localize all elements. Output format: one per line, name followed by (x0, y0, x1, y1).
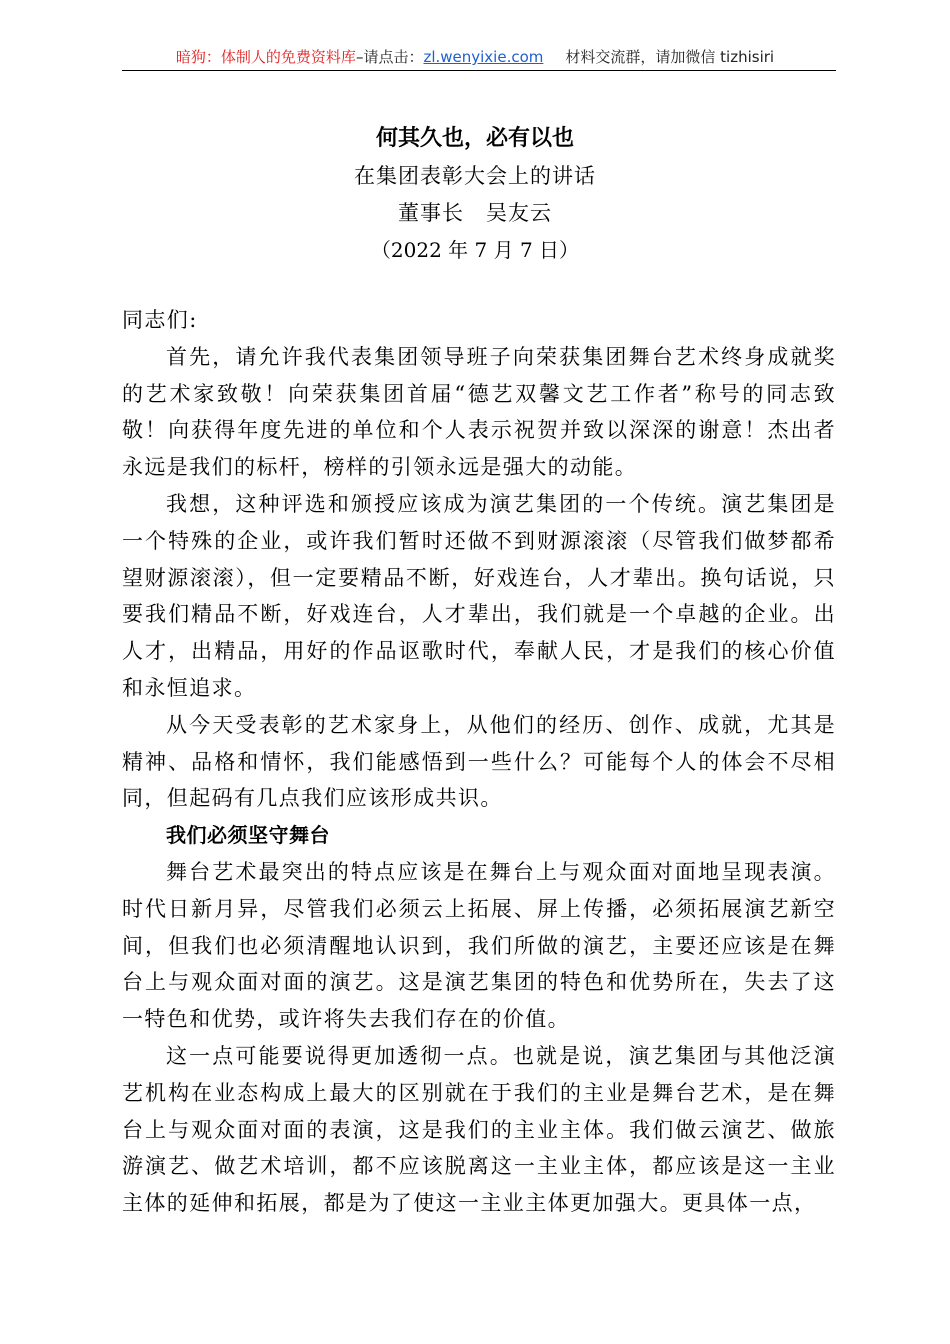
section-heading: 我们必须坚守舞台 (166, 823, 330, 848)
document-title: 何其久也，必有以也 (375, 126, 574, 151)
paragraph: 从今天受表彰的艺术家身上，从他们的经历、创作、成就，尤其是精神、品格和情怀，我们能感悟到一些什么？可能每个人的体会不尽相同，但起码有几点我们应该形成共识。 (122, 712, 836, 811)
salutation: 同志们: (122, 308, 198, 332)
speaker-role: 董事长 (398, 201, 464, 225)
header-prompt: –请点击： (355, 48, 424, 66)
header-brand: 暗狗：体制人的免费资料库 (175, 48, 356, 66)
header-link[interactable]: zl.wenyixie.com (423, 48, 544, 66)
document-body (122, 302, 836, 1222)
speaker-line (0, 197, 950, 227)
paragraph: 舞台艺术最突出的特点应该是在舞台上与观众面对面地呈现表演。时代日新月异，尽管我们必须云上拓展、屏上传播，必须拓展演艺新空间，但我们也必须清醒地认识到，我们所做的演艺，主要还应该是在舞台上与观众面对面的演艺。这是演艺集团的特色和优势所在，失去了这一特色和优势，或许将失去我们存在的价值。 (122, 859, 836, 1032)
document-subtitle: 在集团表彰大会上的讲话 (354, 164, 596, 188)
paragraph: 这一点可能要说得更加透彻一点。也就是说，演艺集团与其他泛演艺机构在业态构成上最大的区别就在于我们的主业是舞台艺术，是在舞台上与观众面对面的表演，这是我们的主业主体。我们做云演艺、做旅游演艺、做艺术培训，都不应该脱离这一主业主体，都应该是这一主业主体的延伸和拓展，都是为了使这一主业主体更加强大。更具体一点， (122, 1043, 836, 1216)
paragraph: 我想，这种评选和颁授应该成为演艺集团的一个传统。演艺集团是一个特殊的企业，或许我们暂时还做不到财源滚滚（尽管我们做梦都希望财源滚滚），但一定要精品不断，好戏连台，人才辈出。换句话说，只要我们精品不断，好戏连台，人才辈出，我们就是一个卓越的企业。出人才，出精品，用好的作品讴歌时代，奉献人民，才是我们的核心价值和永恒追求。 (122, 491, 836, 700)
watermark-header (0, 46, 950, 67)
paragraph: 首先，请允许我代表集团领导班子向荣获集团舞台艺术终身成就奖的艺术家致敬！向荣获集团首届“德艺双馨文艺工作者”称号的同志致敬！向获得年度先进的单位和个人表示祝贺并致以深深的谢意！杰出者永远是我们的标杆，榜样的引领永远是强大的动能。 (122, 344, 836, 480)
header-wechat: 材料交流群，请加微信 tizhisiri (565, 48, 775, 66)
document-date: （2022 年 7 月 7 日） (370, 238, 580, 262)
speaker-name: 吴友云 (486, 201, 552, 225)
header-divider (122, 70, 836, 71)
